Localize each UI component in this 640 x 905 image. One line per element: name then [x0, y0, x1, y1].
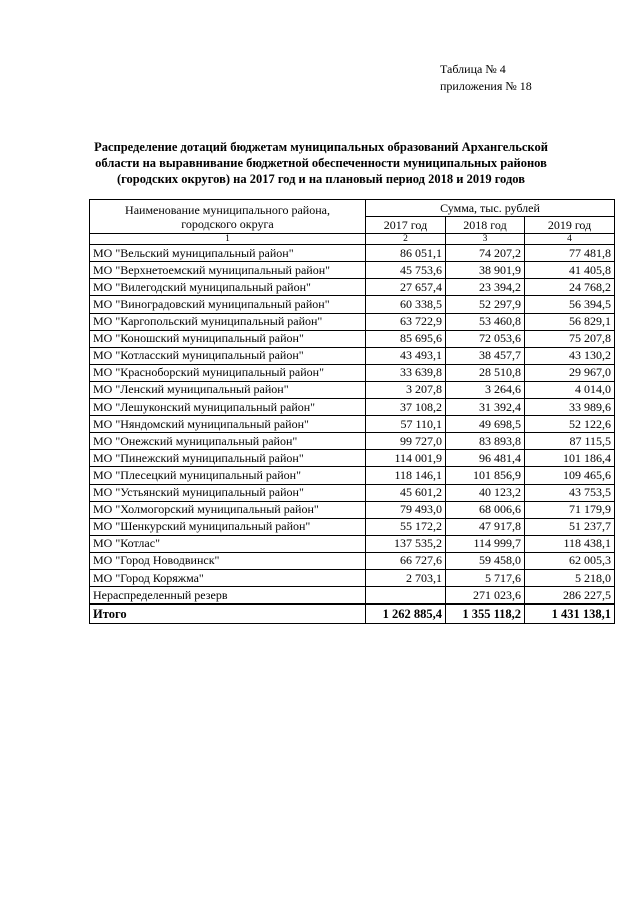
amount-2018-cell: 40 123,2: [446, 484, 525, 501]
table-row: [90, 501, 615, 518]
municipality-name-cell: МО "Виноградовский муниципальный район": [90, 296, 366, 313]
amount-2019-cell: 75 207,8: [525, 330, 615, 347]
header-name-line-2: городского округа: [181, 216, 274, 231]
amount-2018-cell: 31 392,4: [446, 399, 525, 416]
total-2019: 1 431 138,1: [525, 604, 615, 624]
municipality-name-cell: Нераспределенный резерв: [90, 587, 366, 605]
amount-2019-cell: 87 115,5: [525, 433, 615, 450]
amount-2018-cell: 47 917,8: [446, 518, 525, 535]
table-row: [90, 296, 615, 313]
header-name-line-1: Наименование муниципального района,: [125, 202, 330, 217]
amount-2017-cell: 79 493,0: [366, 501, 446, 518]
amount-2018-cell: 3 264,6: [446, 381, 525, 398]
amount-2017-cell: 85 695,6: [366, 330, 446, 347]
amount-2018-cell: 5 717,6: [446, 569, 525, 586]
table-row: [90, 587, 615, 605]
total-2017: 1 262 885,4: [366, 604, 446, 624]
table-row: [90, 467, 615, 484]
reference-appendix-number: приложения № 18: [440, 79, 532, 93]
amount-2017-cell: 60 338,5: [366, 296, 446, 313]
amount-2017-cell: 43 493,1: [366, 347, 446, 364]
amount-2019-cell: 56 829,1: [525, 313, 615, 330]
table-row: [90, 569, 615, 586]
table-row: [90, 450, 615, 467]
amount-2018-cell: 68 006,6: [446, 501, 525, 518]
amount-2019-cell: 24 768,2: [525, 279, 615, 296]
amount-2017-cell: 86 051,1: [366, 245, 446, 262]
amount-2019-cell: 101 186,4: [525, 450, 615, 467]
table-row: [90, 279, 615, 296]
table-row: [90, 399, 615, 416]
amount-2019-cell: 52 122,6: [525, 416, 615, 433]
amount-2018-cell: 28 510,8: [446, 364, 525, 381]
amount-2018-cell: 114 999,7: [446, 535, 525, 552]
table-row: [90, 262, 615, 279]
amount-2017-cell: 3 207,8: [366, 381, 446, 398]
municipality-name-cell: МО "Вельский муниципальный район": [90, 245, 366, 262]
table-reference: [440, 61, 532, 95]
total-2018: 1 355 118,2: [446, 604, 525, 624]
column-index: 1: [90, 234, 366, 245]
amount-2017-cell: 33 639,8: [366, 364, 446, 381]
amount-2019-cell: 77 481,8: [525, 245, 615, 262]
column-index: 3: [446, 234, 525, 245]
amount-2018-cell: 96 481,4: [446, 450, 525, 467]
municipality-name-cell: МО "Вилегодский муниципальный район": [90, 279, 366, 296]
amount-2018-cell: 271 023,6: [446, 587, 525, 605]
title-line-3: (городских округов) на 2017 год и на плановый период 2018 и 2019 годов: [117, 172, 525, 186]
column-index: 4: [525, 234, 615, 245]
amount-2017-cell: 114 001,9: [366, 450, 446, 467]
amount-2019-cell: 56 394,5: [525, 296, 615, 313]
column-index-row: [90, 234, 615, 245]
amount-2017-cell: 55 172,2: [366, 518, 446, 535]
amount-2017-cell: 45 753,6: [366, 262, 446, 279]
amount-2018-cell: 72 053,6: [446, 330, 525, 347]
header-year-2018: 2018 год: [446, 217, 525, 234]
amount-2017-cell: 57 110,1: [366, 416, 446, 433]
amount-2018-cell: 101 856,9: [446, 467, 525, 484]
municipality-name-cell: МО "Каргопольский муниципальный район": [90, 313, 366, 330]
amount-2019-cell: 62 005,3: [525, 552, 615, 569]
subsidy-table: [89, 199, 615, 624]
amount-2017-cell: 66 727,6: [366, 552, 446, 569]
amount-2018-cell: 52 297,9: [446, 296, 525, 313]
amount-2017-cell: 37 108,2: [366, 399, 446, 416]
amount-2017-cell: 137 535,2: [366, 535, 446, 552]
table-row: [90, 535, 615, 552]
amount-2019-cell: 5 218,0: [525, 569, 615, 586]
total-row: [90, 604, 615, 624]
municipality-name-cell: МО "Ленский муниципальный район": [90, 381, 366, 398]
table-row: [90, 416, 615, 433]
table-row: [90, 381, 615, 398]
amount-2019-cell: 51 237,7: [525, 518, 615, 535]
amount-2019-cell: 71 179,9: [525, 501, 615, 518]
column-index: 2: [366, 234, 446, 245]
table-row: [90, 484, 615, 501]
table-body: [90, 245, 615, 604]
amount-2018-cell: 23 394,2: [446, 279, 525, 296]
amount-2019-cell: 29 967,0: [525, 364, 615, 381]
amount-2018-cell: 74 207,2: [446, 245, 525, 262]
header-name-cell: [90, 200, 366, 234]
amount-2018-cell: 83 893,8: [446, 433, 525, 450]
amount-2019-cell: 109 465,6: [525, 467, 615, 484]
municipality-name-cell: МО "Устьянский муниципальный район": [90, 484, 366, 501]
table-row: [90, 330, 615, 347]
amount-2018-cell: 38 457,7: [446, 347, 525, 364]
document-title: [90, 139, 552, 187]
amount-2019-cell: 118 438,1: [525, 535, 615, 552]
title-line-1: Распределение дотаций бюджетам муниципальных образований Архангельской: [94, 140, 548, 154]
title-line-2: области на выравнивание бюджетной обеспеченности муниципальных районов: [95, 156, 547, 170]
table-row: [90, 433, 615, 450]
amount-2018-cell: 53 460,8: [446, 313, 525, 330]
amount-2019-cell: 41 405,8: [525, 262, 615, 279]
municipality-name-cell: МО "Город Коряжма": [90, 569, 366, 586]
reference-table-number: Таблица № 4: [440, 62, 506, 76]
table-row: [90, 364, 615, 381]
table-row: [90, 313, 615, 330]
header-sum-cell: Сумма, тыс. рублей: [366, 200, 615, 217]
municipality-name-cell: МО "Шенкурский муниципальный район": [90, 518, 366, 535]
amount-2019-cell: 33 989,6: [525, 399, 615, 416]
municipality-name-cell: МО "Котлас": [90, 535, 366, 552]
table-row: [90, 552, 615, 569]
municipality-name-cell: МО "Онежский муниципальный район": [90, 433, 366, 450]
municipality-name-cell: МО "Верхнетоемский муниципальный район": [90, 262, 366, 279]
header-year-2017: 2017 год: [366, 217, 446, 234]
amount-2018-cell: 59 458,0: [446, 552, 525, 569]
amount-2017-cell: 99 727,0: [366, 433, 446, 450]
amount-2019-cell: 43 130,2: [525, 347, 615, 364]
municipality-name-cell: МО "Няндомский муниципальный район": [90, 416, 366, 433]
amount-2017-cell: 63 722,9: [366, 313, 446, 330]
header-row: [90, 200, 615, 217]
amount-2017-cell: [366, 587, 446, 605]
municipality-name-cell: МО "Лешуконский муниципальный район": [90, 399, 366, 416]
total-label: Итого: [90, 604, 366, 624]
amount-2018-cell: 38 901,9: [446, 262, 525, 279]
municipality-name-cell: МО "Коношский муниципальный район": [90, 330, 366, 347]
municipality-name-cell: МО "Холмогорский муниципальный район": [90, 501, 366, 518]
table-row: [90, 245, 615, 262]
amount-2017-cell: 2 703,1: [366, 569, 446, 586]
amount-2019-cell: 43 753,5: [525, 484, 615, 501]
table-row: [90, 518, 615, 535]
municipality-name-cell: МО "Пинежский муниципальный район": [90, 450, 366, 467]
header-year-2019: 2019 год: [525, 217, 615, 234]
amount-2017-cell: 27 657,4: [366, 279, 446, 296]
municipality-name-cell: МО "Город Новодвинск": [90, 552, 366, 569]
amount-2019-cell: 4 014,0: [525, 381, 615, 398]
amount-2018-cell: 49 698,5: [446, 416, 525, 433]
municipality-name-cell: МО "Котласский муниципальный район": [90, 347, 366, 364]
amount-2019-cell: 286 227,5: [525, 587, 615, 605]
amount-2017-cell: 45 601,2: [366, 484, 446, 501]
amount-2017-cell: 118 146,1: [366, 467, 446, 484]
municipality-name-cell: МО "Красноборский муниципальный район": [90, 364, 366, 381]
table-row: [90, 347, 615, 364]
municipality-name-cell: МО "Плесецкий муниципальный район": [90, 467, 366, 484]
